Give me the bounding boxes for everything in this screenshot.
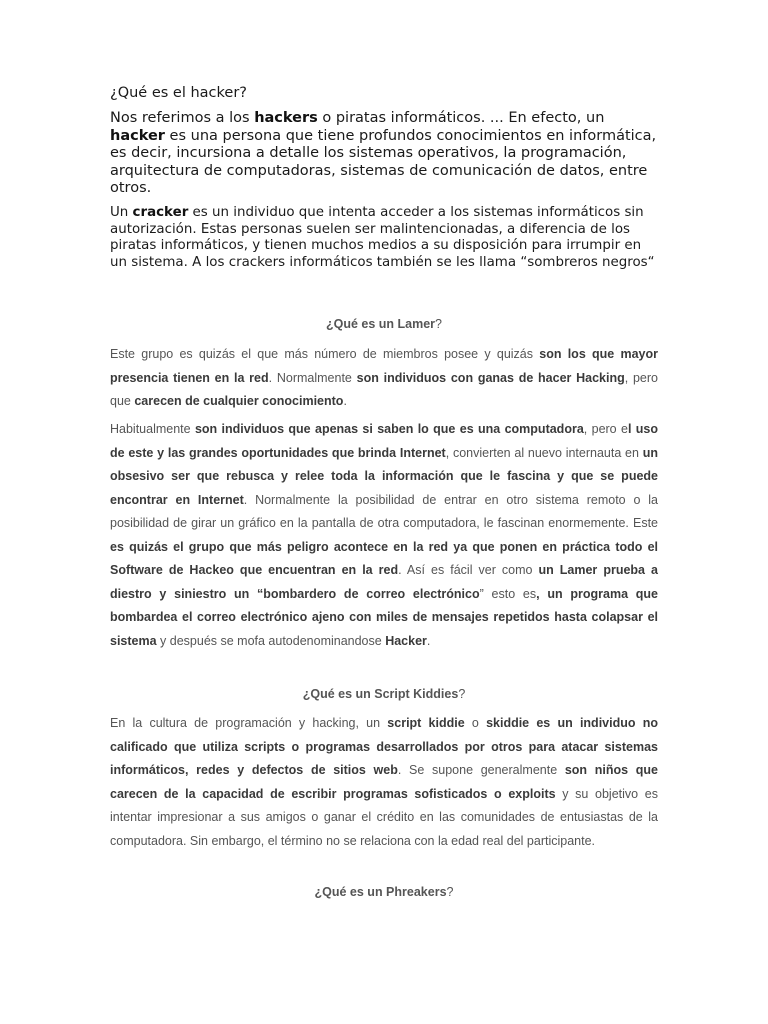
text-run: o bbox=[464, 716, 487, 730]
bold-run: son individuos con ganas de hacer Hacking bbox=[356, 370, 625, 385]
bold-run: hackers bbox=[254, 110, 318, 126]
bold-run: l uso de este y las grandes oportunidades que brinda Internet bbox=[110, 422, 659, 460]
text-run: . Se supone generalmente bbox=[397, 763, 565, 777]
text-run: ” esto es bbox=[479, 586, 537, 601]
text-run: Un bbox=[110, 205, 133, 220]
text-run: y su objetivo es intentar impresionar a sus amigos o ganar el crédito en las comunidades de entusiastas de la computadora. Sin embargo, el término no se relaciona con la edad real del participante. bbox=[110, 786, 658, 848]
bold-run: ¿Qué es un Phreakers bbox=[314, 885, 447, 899]
bold-run: cracker bbox=[132, 205, 189, 220]
bold-run: ¿Qué es un Script Kiddies bbox=[302, 687, 459, 701]
bold-run: , un programa que bombardea el correo electrónico ajeno con miles de mensajes repetidos hasta colapsar el sistema bbox=[110, 586, 659, 648]
text-run: Este grupo es quizás el que más número de miembros posee y quizás bbox=[110, 347, 540, 361]
script-kiddies-paragraph bbox=[110, 712, 658, 853]
text-run: es un individuo que intenta acceder a los sistemas informáticos sin autorización. Estas personas suelen ser malintencionadas, a diferencia de los piratas informáticos, y tienen muchos medios a su disposición para irrumpir en un sistema. A los crackers informáticos también se les llama “sombreros negros“ bbox=[110, 205, 655, 270]
bold-run: script kiddie bbox=[387, 716, 465, 730]
text-run: ? bbox=[435, 317, 442, 331]
text-run: . Normalmente la posibilidad de entrar en otro sistema remoto o la posibilidad de girar un gráfico en la pantalla de otra computadora, le fascinan enormemente. Este bbox=[110, 492, 658, 530]
text-run: ? bbox=[458, 687, 466, 701]
text-run: , convierten al nuevo internauta en bbox=[445, 445, 643, 460]
bold-run: son los que mayor presencia tienen en la red bbox=[110, 347, 658, 385]
text-run: . Normalmente bbox=[268, 370, 357, 385]
lamer-paragraph-2 bbox=[110, 418, 658, 653]
text-run: Habitualmente bbox=[110, 422, 195, 436]
text-run: En la cultura de programación y hacking, un bbox=[110, 716, 388, 730]
lamer-paragraph-1 bbox=[110, 343, 658, 414]
text-run: Nos referimos a los bbox=[110, 110, 255, 126]
bold-run: Hacker bbox=[385, 633, 427, 648]
phreakers-heading bbox=[110, 885, 658, 899]
text-run: , pero que bbox=[110, 370, 659, 408]
bold-run: un obsesivo ser que rebusca y relee toda la información que le fascina y que se puede encontrar en Internet bbox=[110, 445, 658, 507]
hacker-paragraph bbox=[110, 110, 658, 198]
text-run: . bbox=[343, 394, 347, 408]
text-run: . bbox=[426, 633, 431, 648]
bold-run: ¿Qué es un Lamer bbox=[325, 317, 436, 331]
bold-run: es quizás el grupo que más peligro acontece en la red ya que ponen en práctica todo el Software de Hackeo que encuentran en la red bbox=[110, 539, 658, 577]
lamer-heading bbox=[110, 317, 658, 331]
bold-run: skiddie es un individuo no calificado que utiliza scripts o programas desarrollados por otros para atacar sistemas informáticos, redes y defectos de sitios web bbox=[110, 716, 658, 777]
text-run: o piratas informáticos. ... En efecto, un bbox=[317, 110, 605, 126]
bold-run: un Lamer prueba a diestro y siniestro un “bombardero de correo electrónico bbox=[110, 563, 658, 601]
script-kiddies-heading bbox=[110, 687, 658, 701]
text-run: ? bbox=[446, 885, 454, 899]
bold-run: son individuos que apenas si saben lo que es una computadora bbox=[194, 422, 584, 436]
bold-run: carecen de cualquier conocimiento bbox=[134, 394, 344, 408]
bold-run: son niños que carecen de la capacidad de escribir programas sofisticados o exploits bbox=[110, 763, 658, 801]
hacker-heading: ¿Qué es el hacker? bbox=[110, 85, 247, 101]
text-run: , pero e bbox=[583, 422, 628, 436]
bold-run: hacker bbox=[110, 127, 165, 144]
cracker-paragraph bbox=[110, 205, 658, 271]
text-run: y después se mofa autodenominandose bbox=[156, 633, 386, 648]
text-run: es una persona que tiene profundos conocimientos en informática, es decir, incursiona a detalle los sistemas operativos, la programación, arquitectura de computadoras, sistemas de comunicación de datos, entre otros. bbox=[110, 127, 657, 196]
text-run: . Así es fácil ver como bbox=[398, 563, 539, 577]
